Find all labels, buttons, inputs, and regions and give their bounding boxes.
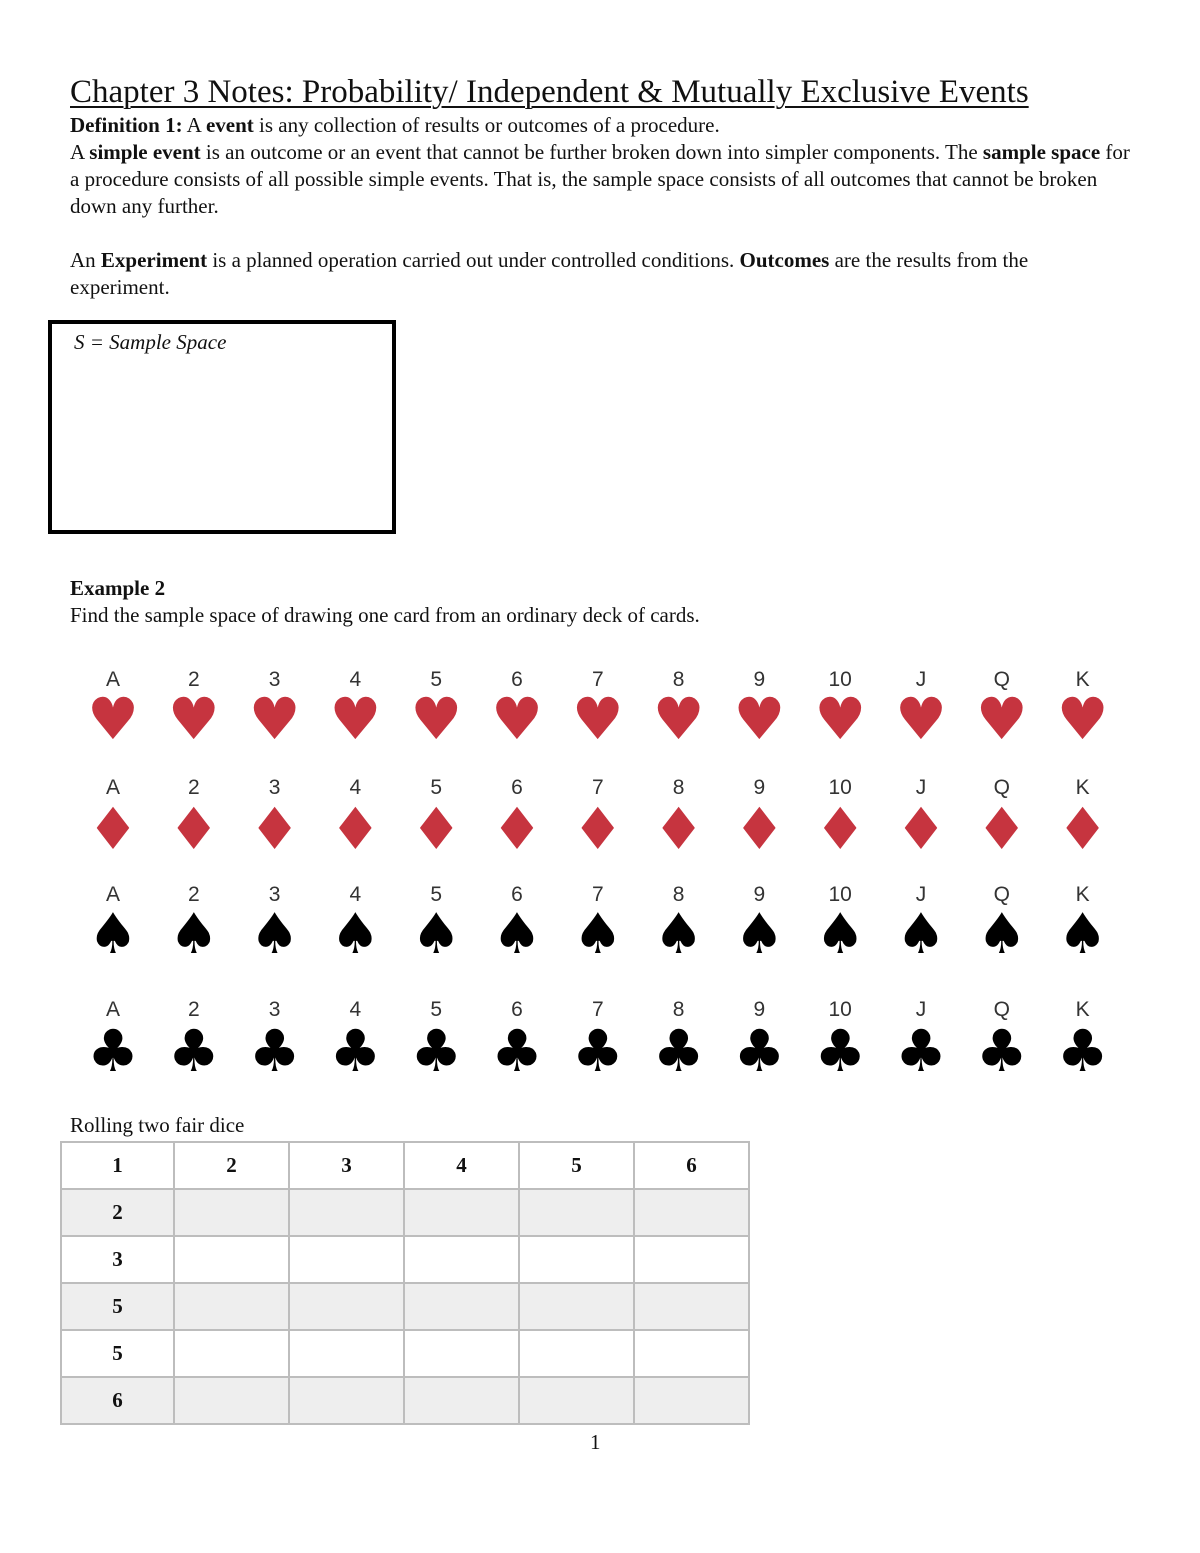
outcomes-term: Outcomes — [739, 248, 830, 272]
club-suit-icon: ♣ — [167, 1017, 220, 1085]
card-rank-diamonds: 8 — [672, 776, 685, 799]
diamond-suit-icon: ♦ — [895, 795, 947, 863]
diamond-suit-icon: ♦ — [975, 795, 1028, 863]
diamond-suit-icon: ♦ — [491, 795, 543, 863]
spade-suit-icon: ♠ — [411, 902, 462, 967]
card-rank-hearts: 6 — [511, 668, 523, 691]
diamond-suit-icon: ♦ — [733, 795, 786, 863]
dice-row — [61, 1189, 749, 1236]
experiment-text: are the results from the experiment. — [70, 248, 1029, 299]
card-rank-clubs: A — [105, 998, 120, 1021]
club-suit-icon: ♣ — [491, 1017, 543, 1085]
definition-text: A — [70, 140, 90, 164]
dice-empty-cell — [289, 1330, 404, 1377]
card-rank-diamonds: 7 — [591, 776, 604, 799]
heart-suit-icon: ♥ — [733, 685, 786, 753]
spade-suit-icon: ♠ — [895, 902, 947, 967]
definition-text: is any collection of results or outcomes of a procedure. — [253, 113, 720, 137]
spade-suit-icon: ♠ — [249, 902, 300, 967]
card-rank-spades: K — [1075, 883, 1090, 906]
diamond-suit-icon: ♦ — [87, 795, 139, 863]
dice-empty-cell — [174, 1283, 289, 1330]
card-rank-diamonds: 5 — [430, 776, 443, 799]
card-rank-hearts: 10 — [828, 668, 852, 691]
heart-suit-icon: ♥ — [491, 685, 543, 753]
dice-header-cell: 1 — [61, 1142, 174, 1189]
card-rank-diamonds: J — [915, 776, 927, 799]
page-number: 1 — [590, 1430, 601, 1454]
card-rank-spades: 4 — [349, 883, 362, 906]
card-rank-hearts: A — [105, 668, 120, 691]
experiment-term: Experiment — [100, 248, 208, 272]
dice-empty-cell — [174, 1330, 289, 1377]
spade-suit-icon: ♠ — [653, 902, 704, 967]
dice-row — [61, 1236, 749, 1283]
card-rank-hearts: J — [915, 668, 927, 691]
card-rank-hearts: 8 — [672, 668, 685, 691]
spade-suit-icon: ♠ — [976, 902, 1027, 967]
example-text: Find the sample space of drawing one card from an ordinary deck of cards. — [70, 603, 700, 627]
card-rank-diamonds: 4 — [349, 776, 362, 799]
dice-row — [61, 1330, 749, 1377]
heart-suit-icon: ♥ — [895, 685, 947, 753]
dice-header-row — [61, 1142, 749, 1189]
dice-empty-cell — [289, 1283, 404, 1330]
club-suit-icon: ♣ — [248, 1017, 301, 1085]
club-suit-icon: ♣ — [895, 1017, 947, 1085]
spade-suit-icon: ♠ — [734, 902, 785, 967]
experiment-paragraph — [70, 247, 1130, 301]
dice-empty-cell — [289, 1189, 404, 1236]
dice-empty-cell — [174, 1377, 289, 1424]
dice-header-cell: 3 — [289, 1142, 404, 1189]
card-rank-clubs: 4 — [349, 998, 362, 1021]
card-rank-clubs: 10 — [828, 998, 852, 1021]
heart-suit-icon: ♥ — [87, 685, 139, 753]
dice-table — [60, 1141, 750, 1425]
spade-suit-icon: ♠ — [87, 902, 139, 967]
card-rank-clubs: Q — [993, 998, 1010, 1021]
club-suit-icon: ♣ — [733, 1017, 786, 1085]
diamond-suit-icon: ♦ — [814, 795, 867, 863]
card-rank-clubs: 2 — [187, 998, 200, 1021]
dice-empty-cell — [404, 1189, 519, 1236]
dice-empty-cell — [519, 1283, 634, 1330]
dice-empty-cell — [404, 1236, 519, 1283]
dice-empty-cell — [519, 1236, 634, 1283]
heart-suit-icon: ♥ — [329, 685, 382, 753]
club-suit-icon: ♣ — [329, 1017, 382, 1085]
dice-header-cell: 6 — [634, 1142, 749, 1189]
dice-empty-cell — [289, 1236, 404, 1283]
card-rank-spades: 5 — [430, 883, 443, 906]
card-rank-spades: Q — [993, 883, 1010, 906]
spade-suit-icon: ♠ — [330, 902, 381, 967]
club-suit-icon: ♣ — [410, 1017, 463, 1085]
card-rank-hearts: 4 — [349, 668, 362, 691]
club-suit-icon: ♣ — [87, 1017, 139, 1085]
dice-empty-cell — [404, 1330, 519, 1377]
dice-empty-cell — [634, 1330, 749, 1377]
card-rank-clubs: K — [1075, 998, 1090, 1021]
heart-suit-icon: ♥ — [410, 685, 463, 753]
card-rank-diamonds: Q — [993, 776, 1010, 799]
diamond-suit-icon: ♦ — [1056, 795, 1109, 863]
diamond-suit-icon: ♦ — [652, 795, 705, 863]
page-title: Chapter 3 Notes: Probability/ Independent & Mutually Exclusive Events — [70, 74, 1029, 110]
card-rank-hearts: 2 — [187, 668, 200, 691]
card-rank-diamonds: K — [1075, 776, 1090, 799]
spade-suit-icon: ♠ — [168, 902, 219, 967]
card-rank-diamonds: 3 — [268, 776, 281, 799]
dice-row — [61, 1283, 749, 1330]
event-term: event — [205, 113, 254, 137]
definition-text: is an outcome or an event that cannot be further broken down into simpler components. The — [200, 140, 983, 164]
card-rank-hearts: 7 — [591, 668, 604, 691]
card-rank-hearts: K — [1075, 668, 1090, 691]
dice-row-label: 3 — [61, 1236, 174, 1283]
card-rank-clubs: 5 — [430, 998, 443, 1021]
dice-header-cell: 2 — [174, 1142, 289, 1189]
heart-suit-icon: ♥ — [571, 685, 624, 753]
card-rank-hearts: 5 — [430, 668, 443, 691]
heart-suit-icon: ♥ — [248, 685, 301, 753]
spade-suit-icon: ♠ — [572, 902, 623, 967]
card-rank-spades: J — [915, 883, 927, 906]
card-rank-diamonds: 6 — [511, 776, 523, 799]
definition-text: A — [182, 113, 206, 137]
card-rank-spades: 9 — [753, 883, 766, 906]
dice-empty-cell — [519, 1330, 634, 1377]
definition-paragraph — [70, 112, 1130, 220]
heart-suit-icon: ♥ — [1056, 685, 1109, 753]
club-suit-icon: ♣ — [571, 1017, 624, 1085]
card-rank-diamonds: 9 — [753, 776, 766, 799]
card-rank-clubs: 6 — [511, 998, 523, 1021]
definition-text: for a procedure consists of all possible simple events. That is, the sample space consists of all outcomes that cannot be broken down any further. — [70, 140, 1130, 218]
dice-empty-cell — [634, 1189, 749, 1236]
definition-label: Definition 1: — [70, 113, 183, 137]
dice-header-cell: 4 — [404, 1142, 519, 1189]
card-rank-hearts: Q — [993, 668, 1010, 691]
card-rank-clubs: 3 — [268, 998, 281, 1021]
card-rank-spades: 10 — [828, 883, 852, 906]
diamond-suit-icon: ♦ — [329, 795, 382, 863]
card-rank-clubs: J — [915, 998, 927, 1021]
dice-row-label: 5 — [61, 1283, 174, 1330]
spade-suit-icon: ♠ — [815, 902, 866, 967]
card-rank-diamonds: 10 — [828, 776, 852, 799]
dice-empty-cell — [634, 1283, 749, 1330]
club-suit-icon: ♣ — [814, 1017, 867, 1085]
dice-empty-cell — [519, 1189, 634, 1236]
card-rank-hearts: 9 — [753, 668, 766, 691]
dice-empty-cell — [519, 1377, 634, 1424]
card-rank-clubs: 9 — [753, 998, 766, 1021]
dice-empty-cell — [174, 1189, 289, 1236]
spade-suit-icon: ♠ — [491, 902, 543, 967]
club-suit-icon: ♣ — [652, 1017, 705, 1085]
card-rank-clubs: 8 — [672, 998, 685, 1021]
dice-caption: Rolling two fair dice — [70, 1113, 245, 1137]
diamond-suit-icon: ♦ — [571, 795, 624, 863]
heart-suit-icon: ♥ — [167, 685, 220, 753]
simple-event-term: simple event — [89, 140, 201, 164]
heart-suit-icon: ♥ — [652, 685, 705, 753]
card-rank-spades: 3 — [268, 883, 281, 906]
diamond-suit-icon: ♦ — [167, 795, 220, 863]
heart-suit-icon: ♥ — [814, 685, 867, 753]
card-rank-clubs: 7 — [591, 998, 604, 1021]
card-rank-spades: A — [105, 883, 120, 906]
spade-suit-icon: ♠ — [1057, 902, 1108, 967]
dice-empty-cell — [404, 1283, 519, 1330]
dice-empty-cell — [289, 1377, 404, 1424]
dice-row-label: 5 — [61, 1330, 174, 1377]
dice-empty-cell — [404, 1377, 519, 1424]
card-rank-spades: 6 — [511, 883, 523, 906]
card-rank-spades: 7 — [591, 883, 604, 906]
club-suit-icon: ♣ — [975, 1017, 1028, 1085]
card-rank-spades: 2 — [187, 883, 200, 906]
sample-space-term: sample space — [982, 140, 1101, 164]
card-rank-diamonds: 2 — [187, 776, 200, 799]
example-title: Example 2 — [70, 576, 166, 600]
dice-empty-cell — [174, 1236, 289, 1283]
dice-header-cell: 5 — [519, 1142, 634, 1189]
club-suit-icon: ♣ — [1056, 1017, 1109, 1085]
dice-empty-cell — [634, 1236, 749, 1283]
sample-space-label: S = Sample Space — [74, 330, 227, 354]
card-rank-hearts: 3 — [268, 668, 281, 691]
heart-suit-icon: ♥ — [975, 685, 1028, 753]
experiment-text: is a planned operation carried out under controlled conditions. — [207, 248, 740, 272]
dice-row-label: 2 — [61, 1189, 174, 1236]
card-rank-spades: 8 — [672, 883, 685, 906]
card-rank-diamonds: A — [105, 776, 120, 799]
experiment-text: An — [70, 248, 101, 272]
diamond-suit-icon: ♦ — [410, 795, 463, 863]
dice-row-label: 6 — [61, 1377, 174, 1424]
dice-row — [61, 1377, 749, 1424]
diamond-suit-icon: ♦ — [248, 795, 301, 863]
dice-empty-cell — [634, 1377, 749, 1424]
